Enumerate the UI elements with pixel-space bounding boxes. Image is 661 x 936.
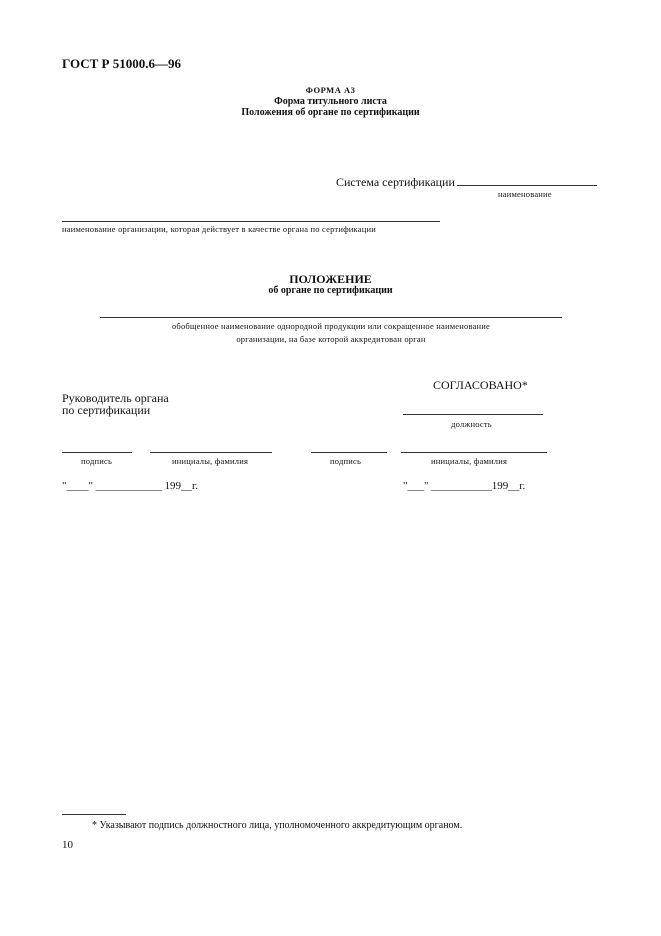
document-title-main: ПОЛОЖЕНИЕ xyxy=(289,272,372,286)
product-line xyxy=(100,317,562,318)
right-name-caption: инициалы, фамилия xyxy=(431,456,508,466)
product-caption-line2: организации, на базе которой аккредитован орган xyxy=(236,334,426,344)
position-caption: должность xyxy=(451,419,492,429)
form-title-line2: Положения об органе по сертификации xyxy=(241,107,420,118)
head-title-line2: по сертификации xyxy=(62,403,151,417)
left-date: "____" ____________ 199__г. xyxy=(62,480,199,492)
page-number: 10 xyxy=(62,839,73,851)
footnote-separator xyxy=(62,814,126,815)
left-signature-caption: подпись xyxy=(81,456,113,466)
document-title-sub: об органе по сертификации xyxy=(268,285,393,296)
right-signature-caption: подпись xyxy=(330,456,362,466)
certification-system-caption: наименование xyxy=(498,189,552,199)
left-signature-line xyxy=(62,452,132,453)
right-signature-line xyxy=(311,452,387,453)
organization-line xyxy=(62,221,440,222)
right-name-line xyxy=(401,452,547,453)
position-line xyxy=(403,414,543,415)
organization-caption: наименование организации, которая действует в качестве органа по сертификации xyxy=(62,224,376,234)
footnote: * Указывают подпись должностного лица, уполномоченного аккредитующим органом. xyxy=(92,820,463,831)
product-caption xyxy=(100,320,562,346)
form-label: ФОРМА А3 xyxy=(305,85,356,95)
head-title-line1: Руководитель органа xyxy=(62,391,169,405)
right-date: "___" ___________199__г. xyxy=(403,480,526,492)
left-name-caption: инициалы, фамилия xyxy=(172,456,249,466)
certification-system-label: Система сертификации xyxy=(336,175,455,189)
certification-system-line xyxy=(457,185,597,186)
form-heading xyxy=(0,85,661,118)
document-title xyxy=(0,273,661,297)
agreed-label: СОГЛАСОВАНО* xyxy=(433,378,528,392)
product-caption-line1: обобщенное наименование однородной продукции или сокращенное наименование xyxy=(171,321,491,331)
head-of-body-title xyxy=(62,392,169,416)
form-title-line1: Форма титульного листа xyxy=(274,96,387,107)
document-code: ГОСТ Р 51000.6—96 xyxy=(62,56,181,71)
left-name-line xyxy=(150,452,272,453)
